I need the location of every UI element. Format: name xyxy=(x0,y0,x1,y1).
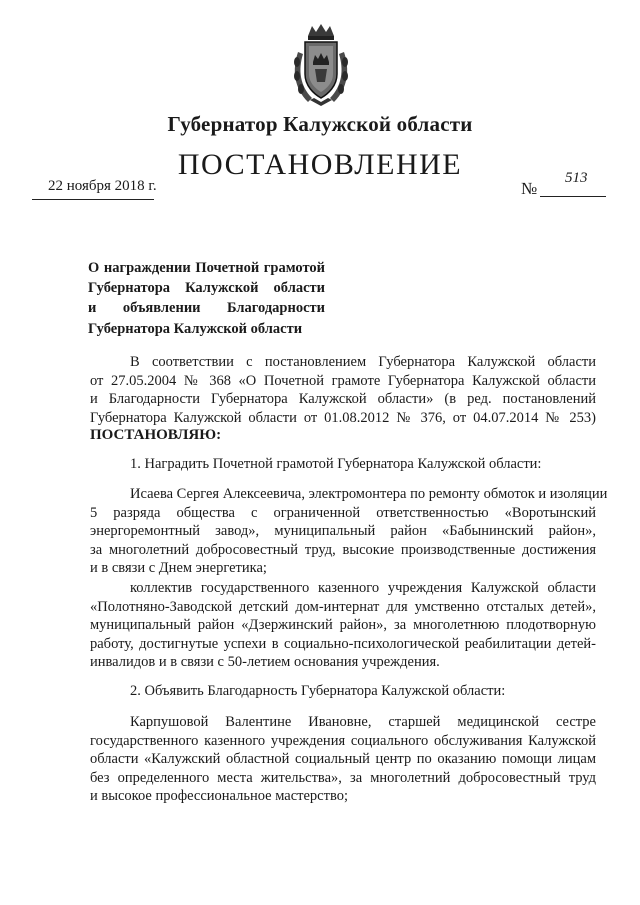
item2-person-line: государственного казенного учреждения социального обслуживания Калужской xyxy=(90,732,596,749)
item1-collective-line: коллектив государственного казенного учреждения Калужской области xyxy=(130,580,596,596)
preamble-line: Губернатора Калужской области от 01.08.2012 № 376, от 04.07.2014 № 253) xyxy=(90,409,596,426)
item1-person-line: за многолетний добросовестный труд, высокие производственные достижения xyxy=(90,541,596,558)
item2-heading: 2. Объявить Благодарность Губернатора Калужской области: xyxy=(130,683,506,699)
document-date: 22 ноября 2018 г. xyxy=(48,178,157,194)
number-underline xyxy=(540,196,606,197)
item1-heading: 1. Наградить Почетной грамотой Губернатора Калужской области: xyxy=(130,456,542,472)
preamble-line: от 27.05.2004 № 368 «О Почетной грамоте Губернатора Калужской области xyxy=(90,372,596,389)
item1-person-paragraph xyxy=(90,485,608,578)
item2-person-line: без определенного места жительства», за многолетний добросовестный труд xyxy=(90,769,596,786)
coat-of-arms-emblem xyxy=(288,22,354,108)
item1-collective-line: «Полотняно-Заводской детский дом-интернат для умственно отсталых детей», xyxy=(90,598,596,615)
item2-person-line: области «Калужский областной социальный центр по оказанию помощи лицам xyxy=(90,751,596,768)
document-subject xyxy=(88,258,325,339)
item2-person-line: Карпушовой Валентине Ивановне, старшей медицинской сестре xyxy=(130,714,596,730)
date-underline xyxy=(32,199,154,200)
item1-collective-paragraph xyxy=(90,579,596,672)
item1-person-line: 5 разряда общества с ограниченной ответственностью «Воротынский xyxy=(90,504,596,521)
preamble-paragraph xyxy=(90,353,596,427)
item1-collective-line: работу, достигнутые успехи в социально-психологической реабилитации детей- xyxy=(90,635,596,652)
item1-collective-line: муниципальный район «Дзержинский район», за многолетнюю плодотворную xyxy=(90,617,596,634)
subject-line: и объявлении Благодарности xyxy=(88,300,325,317)
item2-person-line: и высокое профессиональное мастерство; xyxy=(90,788,348,805)
item1-person-line: Исаева Сергея Алексеевича, электромонтера по ремонту обмоток и изоляции xyxy=(130,486,608,502)
subject-line: О награждении Почетной грамотой xyxy=(88,260,325,276)
subject-line: Губернатора Калужской области xyxy=(88,320,303,337)
preamble-line: В соответствии с постановлением Губернатора Калужской области xyxy=(130,354,596,370)
item1-person-line: и в связи с Днем энергетика; xyxy=(90,560,267,577)
item2-person-paragraph xyxy=(90,713,596,806)
item1-collective-line: инвалидов и в связи с 50-летием основания учреждения. xyxy=(90,654,440,671)
preamble-line: и Благодарности Губернатора Калужской области» (в ред. постановлений xyxy=(90,391,596,408)
subject-line: Губернатора Калужской области xyxy=(88,280,325,297)
authority-title: Губернатор Калужской области xyxy=(167,112,473,136)
document-type-title: ПОСТАНОВЛЕНИЕ xyxy=(177,148,463,181)
document-number: 513 xyxy=(565,170,588,186)
decree-word: ПОСТАНОВЛЯЮ: xyxy=(90,427,222,443)
number-label: № xyxy=(521,179,538,198)
item1-person-line: энергоремонтный завод», муниципальный район «Бабынинский район», xyxy=(90,523,596,540)
